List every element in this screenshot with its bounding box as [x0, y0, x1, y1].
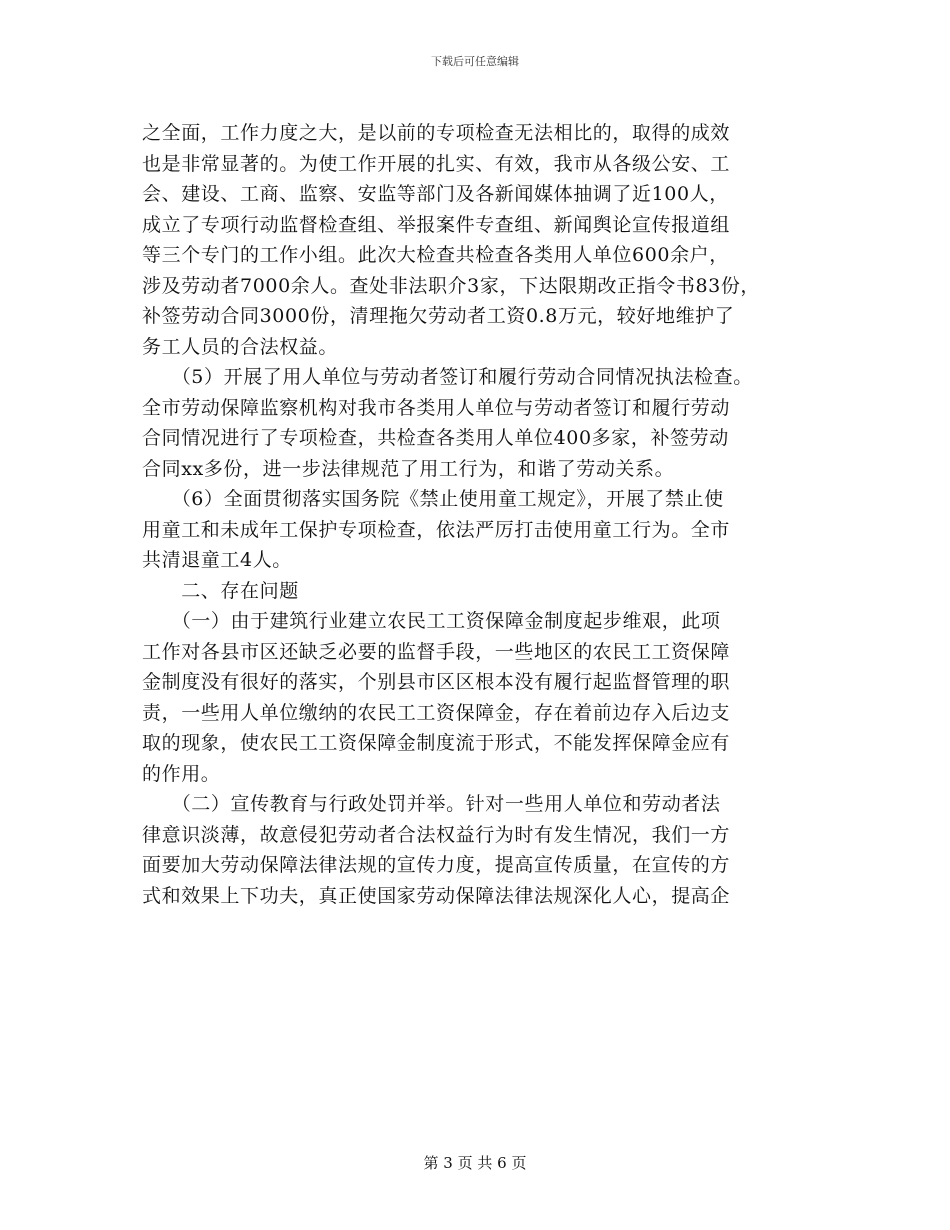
text-line: 之全面，工作力度之大，是以前的专项检查无法相比的，取得的成效: [142, 122, 731, 144]
text-line: 补签劳动合同3000份，清理拖欠劳动者工资0.8万元，较好地维护了: [142, 305, 735, 327]
text-line: （6）全面贯彻落实国务院《禁止使用童工规定》，开展了禁止使: [142, 488, 724, 510]
document-body: [142, 118, 832, 911]
text-line: 的作用。: [142, 762, 221, 785]
text-line: 合同xx多份，进一步法律规范了用工行为，和谐了劳动关系。: [142, 457, 675, 480]
text-line: 工作对各县市区还缺乏必要的监督手段，一些地区的农民工工资保障: [142, 640, 731, 663]
text-line: 成立了专项行动监督检查组、举报案件专查组、新闻舆论宣传报道组: [142, 213, 731, 236]
text-line: 等三个专门的工作小组。此次大检查共检查各类用人单位600余户，: [142, 244, 729, 266]
text-line: 律意识淡薄，故意侵犯劳动者合法权益行为时有发生情况，我们一方: [142, 823, 731, 846]
text-line: 会、建设、工商、监察、安监等部门及各新闻媒体抽调了近100人，: [142, 183, 729, 205]
page-number: 第 3 页 共 6 页: [423, 1154, 527, 1172]
text-line: 务工人员的合法权益。: [142, 335, 339, 358]
text-line: 也是非常显著的。为使工作开展的扎实、有效，我市从各级公安、工: [142, 152, 731, 175]
text-line: 用童工和未成年工保护专项检查，依法严厉打击使用童工行为。全市: [142, 518, 731, 541]
text-line: 全市劳动保障监察机构对我市各类用人单位与劳动者签订和履行劳动: [142, 396, 731, 419]
text-line: （二）宣传教育与行政处罚并举。针对一些用人单位和劳动者法: [142, 793, 721, 815]
page-header: 下载后可任意编辑: [431, 55, 519, 68]
text-line: 合同情况进行了专项检查，共检查各类用人单位400多家，补签劳动: [142, 427, 729, 449]
text-line: （5）开展了用人单位与劳动者签订和履行劳动合同情况执法检查。: [142, 366, 753, 388]
text-line: 取的现象，使农民工工资保障金制度流于形式，不能发挥保障金应有: [142, 732, 731, 754]
text-line: 面要加大劳动保障法律法规的宣传力度，提高宣传质量，在宣传的方: [142, 854, 731, 876]
text-line: 式和效果上下功夫，真正使国家劳动保障法律法规深化人心，提高企: [142, 884, 731, 907]
text-line: （一）由于建筑行业建立农民工工资保障金制度起步维艰，此项: [142, 610, 721, 632]
text-line: 金制度没有很好的落实，个别县市区区根本没有履行起监督管理的职: [142, 671, 731, 693]
text-line: 涉及劳动者7000余人。查处非法职介3家，下达限期改正指令书83份，: [142, 274, 761, 297]
text-line: 共清退童工4人。: [142, 549, 292, 571]
text-line: 责，一些用人单位缴纳的农民工工资保障金，存在着前边存入后边支: [142, 701, 731, 724]
section-heading: 二、存在问题: [142, 579, 299, 602]
